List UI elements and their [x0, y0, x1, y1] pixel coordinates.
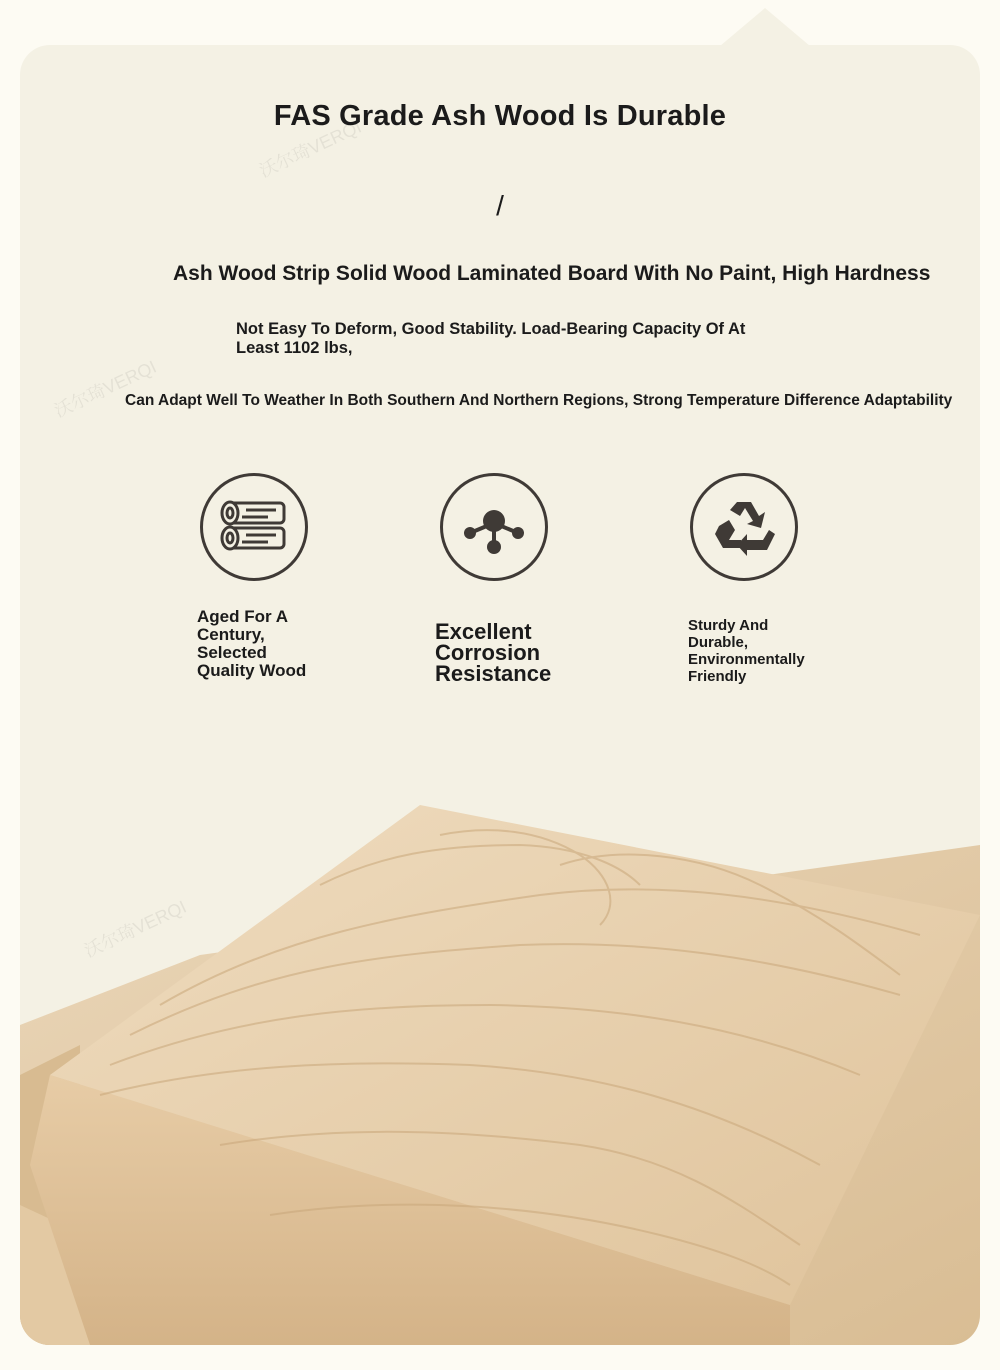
- watermark: 沃尔琦VERQI: [256, 116, 365, 182]
- separator-slash: /: [496, 190, 504, 221]
- description-line-2: Can Adapt Well To Weather In Both Southern And Northern Regions, Strong Temperature Difference Adaptability: [125, 392, 953, 409]
- feature-label-wood: Aged For A Century, Selected Quality Wood: [197, 607, 307, 680]
- subtitle: Ash Wood Strip Solid Wood Laminated Board With No Paint, High Hardness: [173, 262, 931, 285]
- page-title: FAS Grade Ash Wood Is Durable: [273, 100, 727, 132]
- feature-label-eco: Sturdy And Durable, Environmentally Friendly: [688, 617, 805, 685]
- recycle-icon: [690, 473, 798, 581]
- description-line-1: Not Easy To Deform, Good Stability. Load-Bearing Capacity Of At Least 1102 lbs,: [236, 320, 746, 357]
- feature-label-corrosion: Excellent Corrosion Resistance: [435, 619, 552, 686]
- content-card: [20, 45, 980, 1345]
- wood-board-image: [20, 745, 980, 1345]
- watermark: 沃尔琦VERQI: [81, 896, 190, 962]
- log-icon: [200, 473, 308, 581]
- molecule-icon: [440, 473, 548, 581]
- header-notch: [720, 8, 810, 46]
- watermark: 沃尔琦VERQI: [51, 356, 160, 422]
